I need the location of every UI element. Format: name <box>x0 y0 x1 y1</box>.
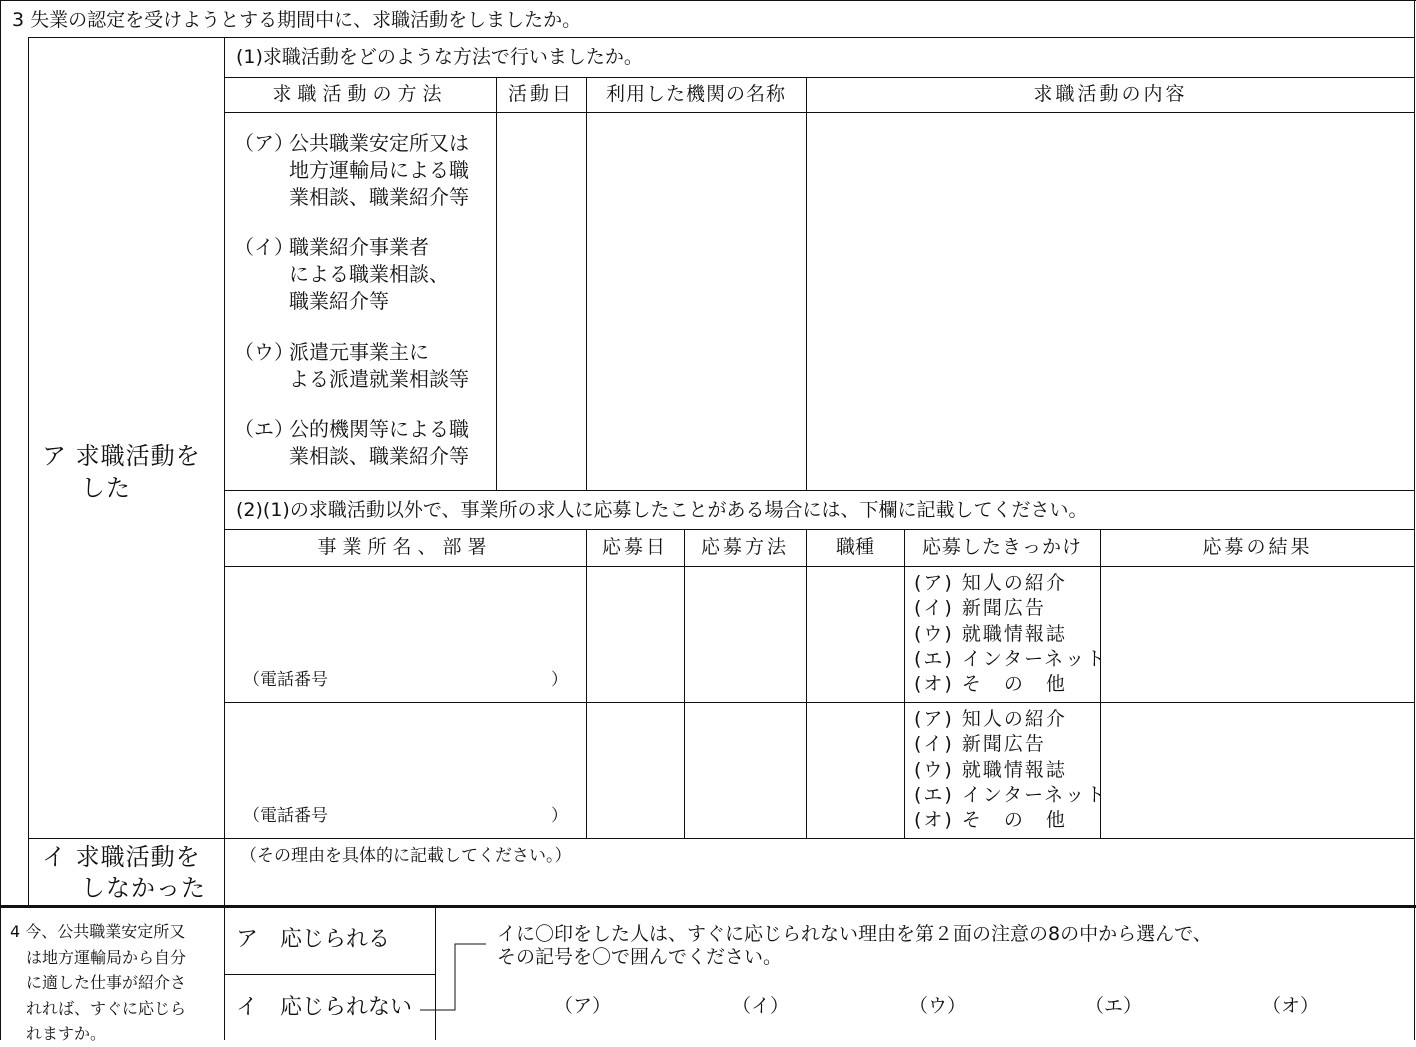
q4-question-line: に適した仕事が紹介さ <box>26 973 187 992</box>
phone-close: ） <box>551 806 568 826</box>
part2-title: (2)(1)の求職活動以外で、事業所の求人に応募したことがある場合には、下欄に記載してください。 <box>236 499 1088 521</box>
q4-choice-e[interactable]: （オ） <box>1262 995 1320 1017</box>
q3-title: 3 失業の認定を受けようとする期間中に、求職活動をしましたか。 <box>12 9 582 31</box>
method-line: 職業紹介等 <box>289 289 389 313</box>
header-method: 求職活動の方法 <box>272 83 448 105</box>
q4-instruction-line-2: その記号を〇で囲んでください。 <box>497 946 783 968</box>
method-mark: （エ） <box>234 417 294 441</box>
q4-question-line: れますか。 <box>26 1024 107 1043</box>
header-apply-trigger: 応募したきっかけ <box>921 536 1082 558</box>
header-apply-result: 応募の結果 <box>1202 536 1313 558</box>
method-mark: （イ） <box>234 235 294 259</box>
method-line: 公的機関等による職 <box>289 417 469 441</box>
trigger-option[interactable]: (オ) そ の 他 <box>914 673 1067 696</box>
option-b-label: イ 求職活動を <box>42 843 201 871</box>
trigger-list <box>914 571 1107 697</box>
q4-choice-a[interactable]: （ア） <box>554 995 612 1017</box>
trigger-list <box>914 707 1107 833</box>
method-line: 業相談、職業紹介等 <box>289 185 469 209</box>
method-mark: （ア） <box>234 131 294 155</box>
trigger-option[interactable]: (ア) 知人の紹介 <box>914 572 1067 594</box>
header-institution-name: 利用した機関の名称 <box>605 83 786 105</box>
header-apply-method: 応募方法 <box>700 536 789 558</box>
trigger-option[interactable]: (ア) 知人の紹介 <box>914 708 1067 730</box>
option-a-label: ア 求職活動を <box>42 442 201 470</box>
method-line: による職業相談、 <box>289 262 449 286</box>
option-b-label-2: しなかった <box>81 874 206 902</box>
no-activity-reason-note: （その理由を具体的に記載してください。） <box>240 846 572 866</box>
phone-label: （電話番号 <box>243 670 328 690</box>
q4-choice-c[interactable]: （ウ） <box>909 995 967 1017</box>
q4-question-line: 4 今、公共職業安定所又 <box>10 922 186 941</box>
method-line: 地方運輸局による職 <box>289 158 469 182</box>
q4-instruction-line-1: イに〇印をした人は、すぐに応じられない理由を第２面の注意の8の中から選んで、 <box>497 923 1212 945</box>
trigger-option[interactable]: (エ) インターネット <box>914 647 1108 670</box>
method-mark: （ウ） <box>234 340 294 364</box>
trigger-option[interactable]: (オ) そ の 他 <box>914 809 1067 832</box>
q4-option-a[interactable]: ア 応じられる <box>236 927 391 952</box>
method-line: 業相談、職業紹介等 <box>289 444 469 468</box>
q4-question-line: れれば、すぐに応じら <box>26 998 187 1018</box>
option-a-label-2: した <box>81 474 131 502</box>
q4-question <box>10 919 186 1047</box>
q4-option-b[interactable]: イ 応じられない <box>236 995 413 1020</box>
trigger-option[interactable]: (イ) 新聞広告 <box>914 597 1046 620</box>
phone-close: ） <box>551 670 568 690</box>
q4-question-line: は地方運輸局から自分 <box>26 947 187 967</box>
header-apply-date: 応募日 <box>601 536 668 558</box>
q4-choice-d[interactable]: （エ） <box>1085 995 1143 1017</box>
q4-choice-b[interactable]: （イ） <box>732 995 790 1017</box>
method-line: よる派遣就業相談等 <box>289 367 469 391</box>
header-activity-content: 求職活動の内容 <box>1033 83 1188 105</box>
method-line: 派遣元事業主に <box>289 340 429 364</box>
header-activity-date: 活動日 <box>507 83 574 105</box>
method-line: 職業紹介事業者 <box>289 235 429 259</box>
connector-line <box>420 940 490 1012</box>
trigger-option[interactable]: (イ) 新聞広告 <box>914 733 1046 756</box>
trigger-option[interactable]: (ウ) 就職情報誌 <box>914 758 1067 781</box>
part1-title: (1)求職活動をどのような方法で行いましたか。 <box>236 46 643 68</box>
method-line: 公共職業安定所又は <box>289 131 469 155</box>
phone-label: （電話番号 <box>243 806 328 826</box>
trigger-option[interactable]: (エ) インターネット <box>914 783 1108 806</box>
header-company-dept: 事業所名、部署 <box>317 536 493 558</box>
header-job-type: 職種 <box>835 536 874 558</box>
trigger-option[interactable]: (ウ) 就職情報誌 <box>914 622 1067 645</box>
